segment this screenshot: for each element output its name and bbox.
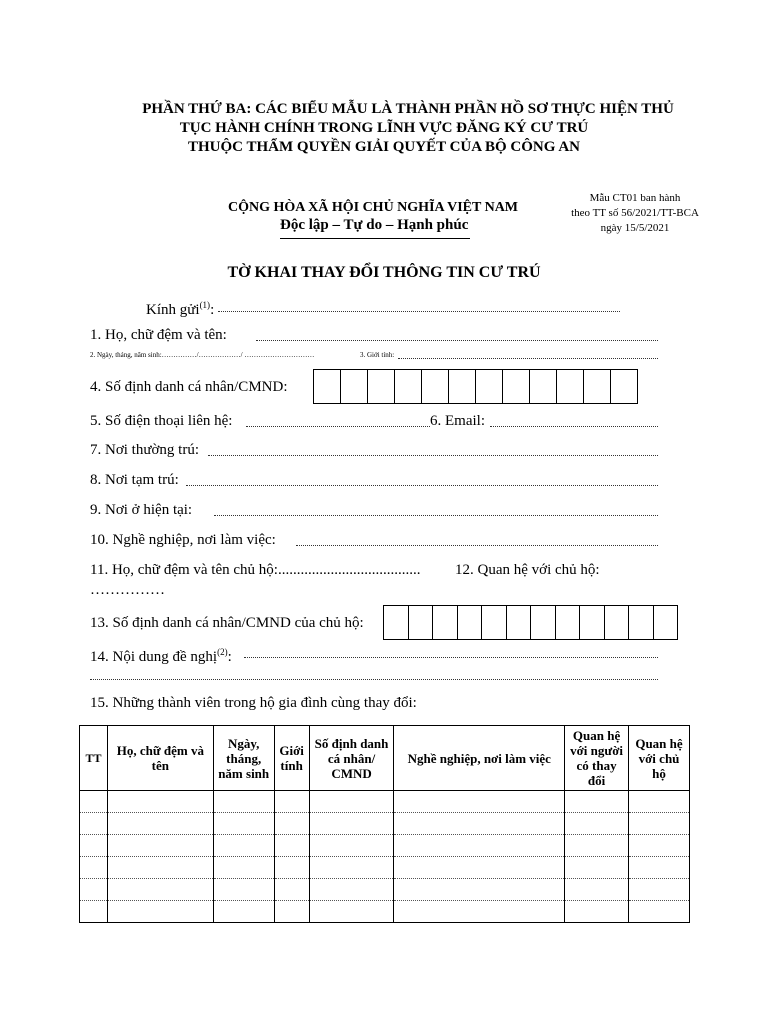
temporary-residence-label: 8. Nơi tạm trú: [90,472,179,488]
table-cell[interactable] [565,901,629,923]
current-residence-field[interactable] [214,515,658,516]
form-ref-line1: Mẫu CT01 ban hành [589,192,681,204]
table-cell[interactable] [394,857,565,879]
dob-label: 2. Ngày, tháng, năm sinh:……………/………………/ ………………………… [90,351,315,359]
table-cell[interactable] [629,835,690,857]
table-cell[interactable] [213,901,274,923]
table-cell[interactable] [107,857,213,879]
table-cell[interactable] [274,791,309,813]
table-cell[interactable] [565,835,629,857]
table-row [80,901,690,923]
table-cell[interactable] [309,791,394,813]
table-cell[interactable] [309,857,394,879]
table-cell[interactable] [274,879,309,901]
relation-to-head-field[interactable]: …………… [90,582,165,598]
col-header-name: Họ, chữ đệm và tên [107,726,213,791]
table-cell[interactable] [629,791,690,813]
table-cell[interactable] [629,813,690,835]
table-row [80,813,690,835]
table-cell[interactable] [565,813,629,835]
table-cell[interactable] [107,835,213,857]
occupation-label: 10. Nghề nghiệp, nơi làm việc: [90,532,276,548]
col-header-tt: TT [80,726,108,791]
members-table-body [80,791,690,923]
table-cell[interactable] [213,791,274,813]
table-cell[interactable] [213,835,274,857]
table-cell[interactable] [394,901,565,923]
national-motto: Độc lập – Tự do – Hạnh phúc [280,217,469,233]
relation-to-head-label: 12. Quan hệ với chủ hộ: [455,562,600,578]
table-cell[interactable] [274,835,309,857]
full-name-label: 1. Họ, chữ đệm và tên: [90,327,227,343]
part-title-line2: TỤC HÀNH CHÍNH TRONG LĨNH VỰC ĐĂNG KÝ CƯ TRÚ [179,120,589,136]
col-header-dob: Ngày, tháng, năm sinh [213,726,274,791]
members-table [79,725,690,923]
table-cell[interactable] [107,901,213,923]
table-cell[interactable] [107,879,213,901]
head-id-boxes[interactable] [383,605,678,640]
col-header-gender: Giới tính [274,726,309,791]
table-cell[interactable] [213,879,274,901]
full-name-field[interactable] [256,340,658,341]
gender-label: 3. Giới tính: [360,351,395,359]
national-name: CỘNG HÒA XÃ HỘI CHỦ NGHĨA VIỆT NAM [228,200,519,215]
phone-label: 5. Số điện thoại liên hệ: [90,413,233,429]
col-header-relation-changed: Quan hệ với người có thay đổi [565,726,629,791]
table-row [80,857,690,879]
table-cell[interactable] [565,791,629,813]
table-cell[interactable] [629,857,690,879]
col-header-relation-head: Quan hệ với chủ hộ [629,726,690,791]
personal-id-label: 4. Số định danh cá nhân/CMND: [90,379,288,395]
table-cell[interactable] [309,879,394,901]
table-cell[interactable] [309,901,394,923]
personal-id-boxes[interactable] [313,369,638,404]
recipient-note: (1) [199,300,211,310]
table-cell[interactable] [394,879,565,901]
request-content-text: 14. Nội dung đề nghị [90,649,218,665]
current-residence-label: 9. Nơi ở hiện tại: [90,502,193,518]
form-reference [570,191,700,236]
members-table-header [80,726,690,791]
form-ref-line2: theo TT số 56/2021/TT-BCA [571,207,699,219]
table-cell[interactable] [394,835,565,857]
members-label: 15. Những thành viên trong hộ gia đình cùng thay đổi: [90,695,417,711]
recipient-field[interactable] [218,311,620,312]
table-cell[interactable] [394,791,565,813]
email-label: 6. Email: [430,413,485,429]
gender-field[interactable] [398,358,658,359]
table-cell[interactable] [629,901,690,923]
part-title-line3: THUỘC THẨM QUYỀN GIẢI QUYẾT CỦA BỘ CÔNG AN [188,139,580,155]
table-row [80,835,690,857]
permanent-residence-label: 7. Nơi thường trú: [90,442,199,458]
form-ref-line3: ngày 15/5/2021 [600,222,670,234]
table-cell[interactable] [213,857,274,879]
table-cell[interactable] [565,879,629,901]
table-cell[interactable] [274,857,309,879]
table-cell[interactable] [80,791,108,813]
recipient-label-text: Kính gửi [146,302,200,318]
table-cell[interactable] [394,813,565,835]
table-cell[interactable] [80,813,108,835]
table-cell[interactable] [274,901,309,923]
form-title: TỜ KHAI THAY ĐỔI THÔNG TIN CƯ TRÚ [227,264,541,281]
recipient-label: Kính gửi$^{(1)}$: [146,300,215,318]
table-cell[interactable] [80,857,108,879]
table-cell[interactable] [565,857,629,879]
table-cell[interactable] [629,879,690,901]
table-cell[interactable] [107,813,213,835]
phone-field[interactable] [246,426,430,427]
table-row [80,791,690,813]
email-field[interactable] [490,426,658,427]
table-cell[interactable] [309,813,394,835]
temporary-residence-field[interactable] [186,485,658,486]
table-cell[interactable] [80,879,108,901]
request-content-field-line2[interactable] [90,679,658,680]
request-content-label: 14. Nội dung đề nghị$^{(2)}$: [90,647,232,665]
table-cell[interactable] [309,835,394,857]
table-cell[interactable] [274,813,309,835]
permanent-residence-field[interactable] [208,455,658,456]
occupation-field[interactable] [296,545,658,546]
part-title-line1: PHẦN THỨ BA: CÁC BIỂU MẪU LÀ THÀNH PHẦN HỒ SƠ THỰC HIỆN THỦ [142,101,674,117]
request-content-field[interactable] [244,657,658,658]
table-cell[interactable] [80,835,108,857]
col-header-id: Số định danh cá nhân/ CMND [309,726,394,791]
table-cell[interactable] [107,791,213,813]
table-cell[interactable] [213,813,274,835]
head-id-label: 13. Số định danh cá nhân/CMND của chủ hộ: [90,615,364,631]
head-of-household-label: 11. Họ, chữ đệm và tên chủ hộ:...................................... [90,562,421,578]
col-header-occupation: Nghề nghiệp, nơi làm việc [394,726,565,791]
table-row [80,879,690,901]
motto-underline [280,238,470,239]
request-content-note: (2) [217,647,228,657]
table-cell[interactable] [80,901,108,923]
